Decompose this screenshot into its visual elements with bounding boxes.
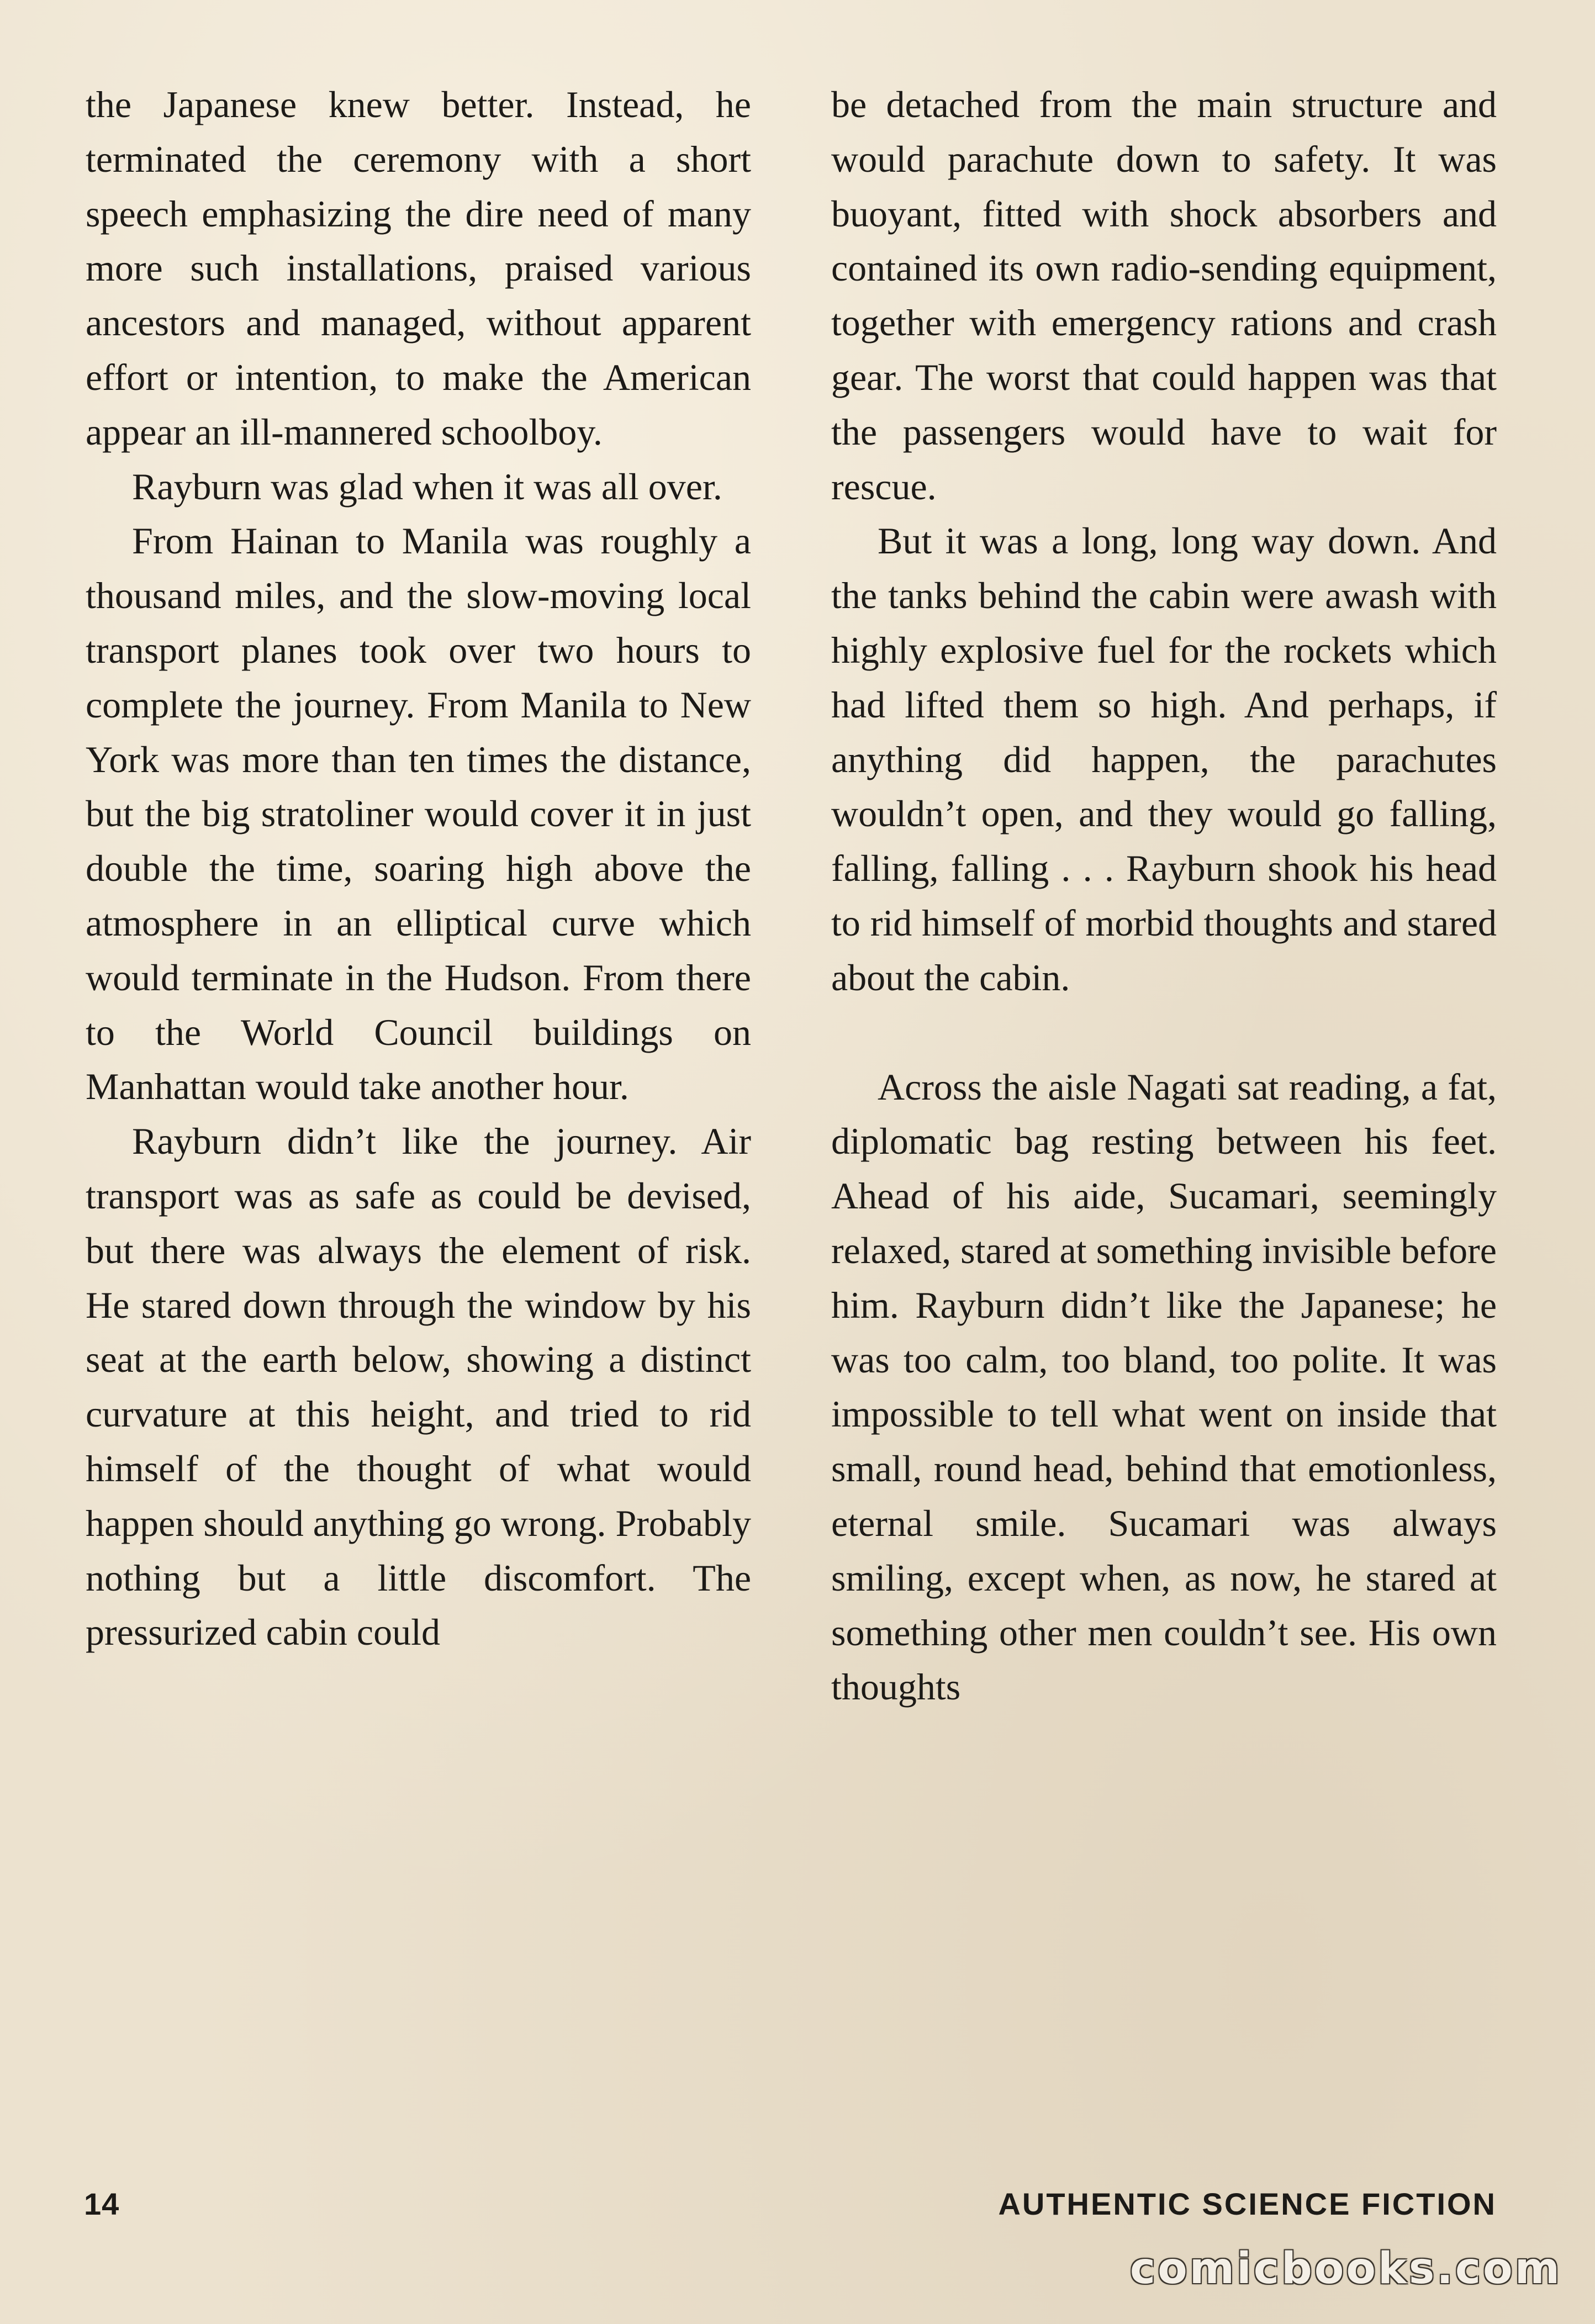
paragraph-rayburn-journey: Rayburn didn’t like the journey. Air transport was as safe as could be devised, but there was always the element of risk. He stared down through the window by his seat at the earth below, showing a distinct curvature at this height, and tried to rid himself of the thought of what would happen should anything go wrong. Probably nothing but a little discomfort. The pressurized cabin could [86, 1120, 751, 1654]
paragraph-detached-cabin: be detached from the main structure and would parachute down to safety. It was buoyant, fitted with shock absorbers and contained its own radio-sending equipment, together with emergency rations and crash gear. The worst that could happen was that the passengers would have to wait for rescue. [831, 83, 1497, 508]
paragraph-hainan-to-manila: From Hainan to Manila was roughly a thousand miles, and the slow-moving local transport planes took over two hours to complete the journey. From Manila to New York was more than ten times the distance, but the big stratoliner would cover it in just double the time, soaring high above the atmosphere in an elliptical curve which would terminate in the Hudson. From there to the World Council buildings on Manhattan would take another hour. [86, 520, 751, 1108]
page-number: 14 [84, 2186, 120, 2221]
running-footer-title: AUTHENTIC SCIENCE FICTION [998, 2186, 1497, 2221]
site-watermark: comicbooks.com [1129, 2244, 1562, 2294]
paragraph-long-way-down: But it was a long, long way down. And the tanks behind the cabin were awash with highly explosive fuel for the rockets which had lifted them so high. And perhaps, if anything did happen, the parachutes wouldn’t open, and they would go falling, falling, falling . . . Rayburn shook his head to rid himself of morbid thoughts and stared about the cabin. [831, 520, 1497, 999]
paragraph-nagati-across-aisle: Across the aisle Nagati sat reading, a fat, diplomatic bag resting between his feet. Ahead of his aide, Sucamari, seemingly relaxed, stared at something invisible before him. Rayburn didn’t like the Japanese; he was too calm, too bland, too polite. It was impossible to tell what went on inside that small, round head, behind that emotionless, eternal smile. Sucamari was always smiling, except when, as now, he stared at something other men couldn’t see. His own thoughts [831, 1065, 1497, 1708]
paragraph-rayburn-glad: Rayburn was glad when it was all over. [132, 465, 722, 508]
right-text-column [831, 77, 1497, 1714]
paragraph-continued-ceremony: the Japanese knew better. Instead, he terminated the ceremony with a short speech emphasizing the dire need of many more such installations, praised various ancestors and managed, without apparent effort or intention, to make the American appear an ill-mannered schoolboy. [86, 83, 751, 453]
section-break [831, 1005, 1497, 1060]
left-text-column [86, 77, 751, 1660]
